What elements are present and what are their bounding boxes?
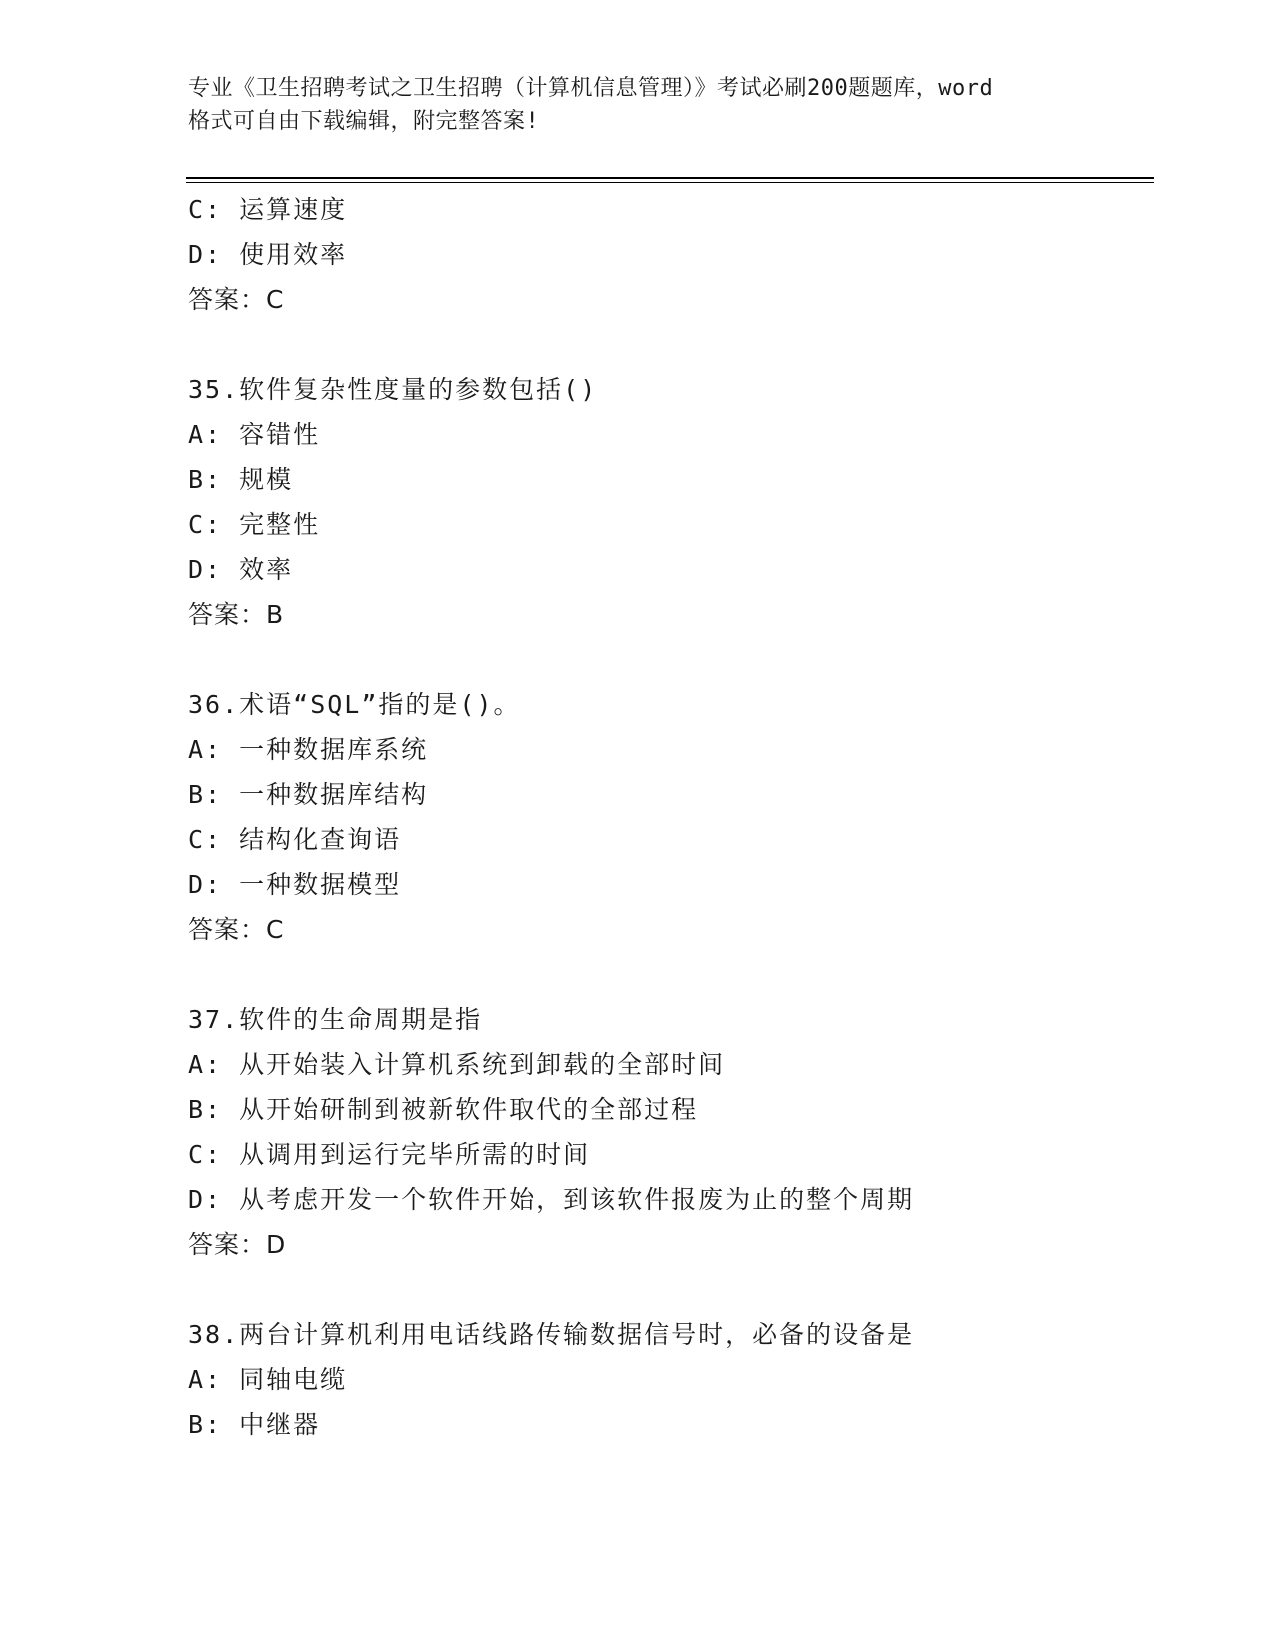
header-line-1: 专业《卫生招聘考试之卫生招聘（计算机信息管理）》考试必刷200题题库，word (188, 76, 994, 101)
q35-option-a: A: 容错性 (188, 420, 321, 449)
q34-answer: 答案：C (188, 285, 285, 314)
q35-option-b: B: 规模 (188, 465, 294, 494)
q38-option-b: B: 中继器 (188, 1410, 321, 1439)
q36-option-c: C: 结构化查询语 (188, 825, 402, 854)
document-header (188, 72, 1088, 138)
q38-question: 38.两台计算机利用电话线路传输数据信号时，必备的设备是 (188, 1320, 915, 1349)
q34-option-d: D: 使用效率 (188, 240, 348, 269)
q38-option-a: A: 同轴电缆 (188, 1365, 348, 1394)
header-divider-thick (186, 177, 1154, 179)
q36-question: 36.术语“SQL”指的是()。 (188, 690, 521, 719)
q37-question: 37.软件的生命周期是指 (188, 1005, 483, 1034)
q37-option-a: A: 从开始装入计算机系统到卸载的全部时间 (188, 1050, 726, 1079)
q35-option-c: C: 完整性 (188, 510, 321, 539)
q36-option-a: A: 一种数据库系统 (188, 735, 429, 764)
q37-option-d: D: 从考虑开发一个软件开始，到该软件报废为止的整个周期 (188, 1185, 915, 1214)
q35-answer: 答案：B (188, 600, 285, 629)
q37-option-b: B: 从开始研制到被新软件取代的全部过程 (188, 1095, 699, 1124)
header-divider-thin (186, 182, 1154, 183)
q37-option-c: C: 从调用到运行完毕所需的时间 (188, 1140, 591, 1169)
q35-option-d: D: 效率 (188, 555, 294, 584)
q34-option-c: C: 运算速度 (188, 195, 348, 224)
q36-option-b: B: 一种数据库结构 (188, 780, 429, 809)
q35-question: 35.软件复杂性度量的参数包括() (188, 375, 598, 404)
q36-option-d: D: 一种数据模型 (188, 870, 402, 899)
header-line-2: 格式可自由下载编辑，附完整答案! (188, 109, 540, 134)
q36-answer: 答案：C (188, 915, 285, 944)
q37-answer: 答案：D (188, 1230, 287, 1259)
